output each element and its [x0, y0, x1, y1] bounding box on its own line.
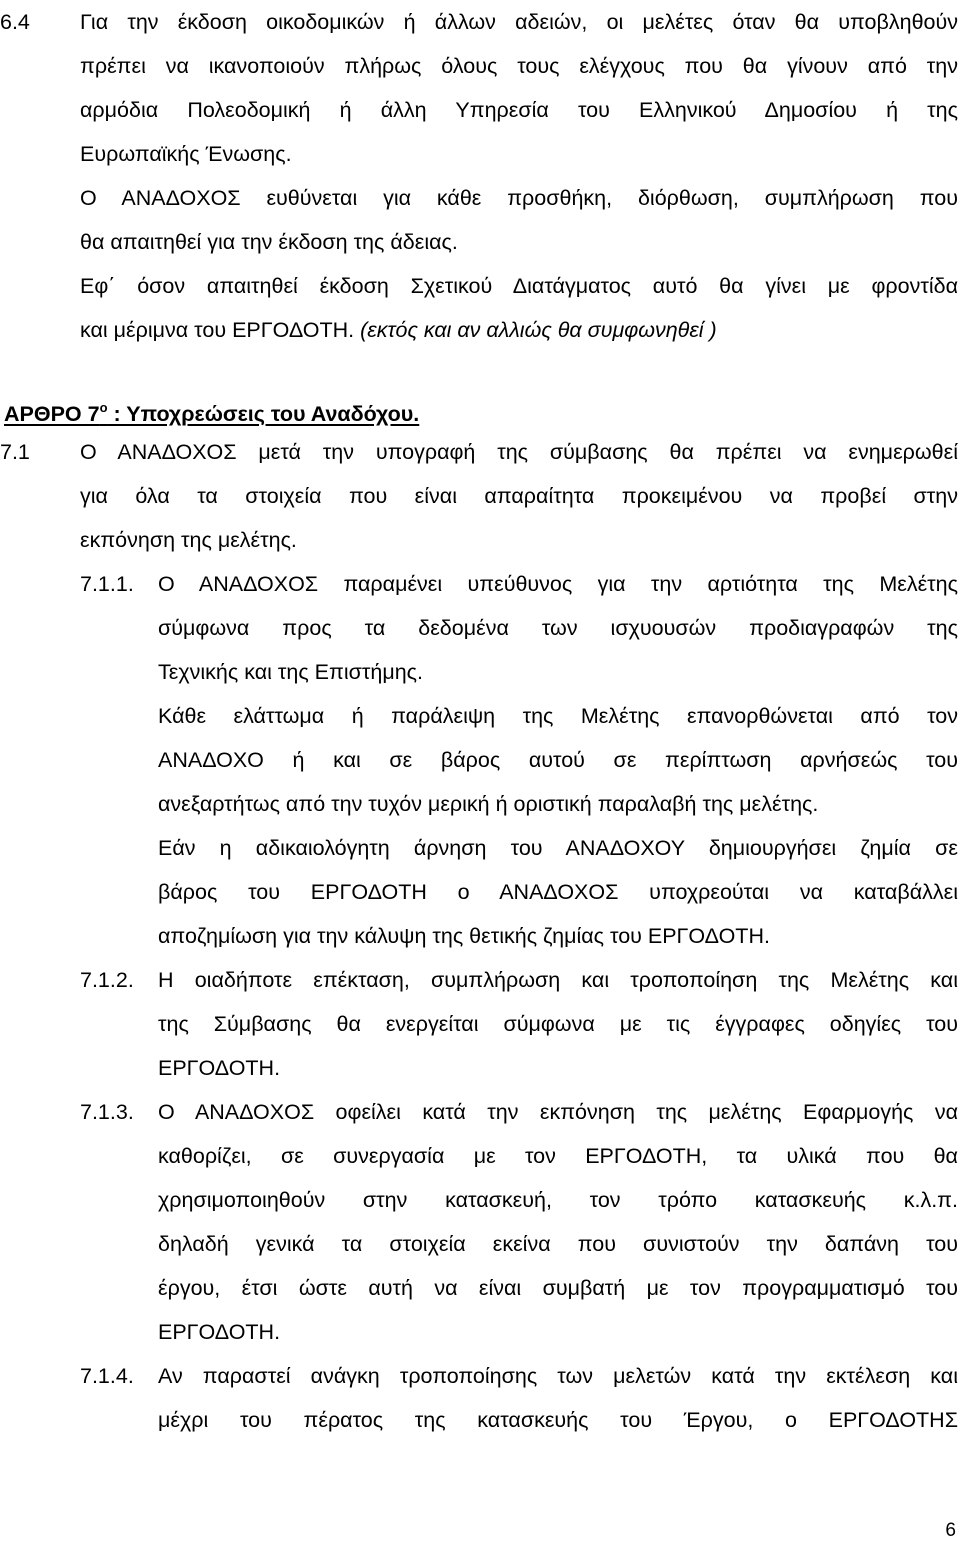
text-line: Εφ΄ όσον απαιτηθεί έκδοση Σχετικού Διατάγματος αυτό θα γίνει με φροντίδα: [80, 274, 958, 298]
section-7-1: [0, 430, 958, 562]
section-6-4: [0, 0, 958, 352]
text-line: μέχρι του πέρατος της κατασκευής του Έργου, ο ΕΡΓΟΔΟΤΗΣ: [158, 1408, 958, 1432]
text-line: εκπόνηση της μελέτης.: [80, 528, 297, 552]
text-line: Τεχνικής και της Επιστήμης.: [158, 660, 424, 684]
section-number: 7.1.4.: [80, 1364, 134, 1388]
section-number: 7.1.2.: [80, 968, 134, 992]
text-line: χρησιμοποιηθούν στην κατασκευή, τον τρόπο κατασκευής κ.λ.π.: [158, 1188, 958, 1212]
section-body: [80, 430, 958, 562]
text-line: ΕΡΓΟΔΟΤΗ.: [158, 1056, 281, 1080]
section-number: 7.1: [0, 440, 30, 464]
text-line: θα απαιτηθεί για την έκδοση της άδειας.: [80, 230, 458, 254]
heading-suffix: : Υποχρεώσεις του Αναδόχου.: [107, 402, 420, 426]
text-line: για όλα τα στοιχεία που είναι απαραίτητα προκειμένου να προβεί στην: [80, 484, 958, 508]
text-line: καθορίζει, σε συνεργασία με τον ΕΡΓΟΔΟΤΗ, τα υλικά που θα: [158, 1144, 958, 1168]
text-line: ανεξαρτήτως από την τυχόν μερική ή οριστική παραλαβή της μελέτης.: [158, 792, 819, 816]
text-line: Ο ΑΝΑΔΟΧΟΣ παραμένει υπεύθυνος για την αρτιότητα της Μελέτης: [158, 572, 958, 596]
text-line: της Σύμβασης θα ενεργείται σύμφωνα με τις έγγραφες οδηγίες του: [158, 1012, 958, 1036]
section-body: [158, 1090, 958, 1354]
article-heading: [4, 388, 419, 434]
text-line: Ο ΑΝΑΔΟΧΟΣ μετά την υπογραφή της σύμβασης θα πρέπει να ενημερωθεί: [80, 440, 958, 464]
section-7-1-1: [80, 562, 958, 958]
text-line: Η οιαδήποτε επέκταση, συμπλήρωση και τροποποίηση της Μελέτης και: [158, 968, 958, 992]
text-line: Ο ΑΝΑΔΟΧΟΣ ευθύνεται για κάθε προσθήκη, διόρθωση, συμπλήρωση που: [80, 186, 958, 210]
section-number: 6.4: [0, 10, 30, 34]
text-line: [80, 308, 958, 352]
section-7-1-4: [80, 1354, 958, 1442]
text-line: αποζημίωση για την κάλυψη της θετικής ζημίας του ΕΡΓΟΔΟΤΗ.: [158, 924, 770, 948]
text-line: Αν παραστεί ανάγκη τροποποίησης των μελετών κατά την εκτέλεση και: [158, 1364, 958, 1388]
heading-superscript: ο: [99, 400, 108, 415]
text-line: Ευρωπαϊκής Ένωσης.: [80, 142, 292, 166]
text-line: πρέπει να ικανοποιούν πλήρως όλους τους ελέγχους που θα γίνουν από την: [80, 54, 958, 78]
text-italic-note: (εκτός και αν αλλιώς θα συμφωνηθεί ): [360, 318, 717, 342]
heading-prefix: ΑΡΘΡΟ 7: [4, 402, 100, 426]
section-7-1-2: [80, 958, 958, 1090]
text-line: έργου, έτσι ώστε αυτή να είναι συμβατή με τον προγραμματισμό του: [158, 1276, 958, 1300]
section-body: [158, 1354, 958, 1442]
text-line: Εάν η αδικαιολόγητη άρνηση του ΑΝΑΔΟΧΟΥ δημιουργήσει ζημία σε: [158, 836, 958, 860]
text-line: ΕΡΓΟΔΟΤΗ.: [158, 1320, 281, 1344]
text-line: Ο ΑΝΑΔΟΧΟΣ οφείλει κατά την εκπόνηση της μελέτης Εφαρμογής να: [158, 1100, 958, 1124]
text-line: δηλαδή γενικά τα στοιχεία εκείνα που συνιστούν την δαπάνη του: [158, 1232, 958, 1256]
section-number: 7.1.3.: [80, 1100, 134, 1124]
text-line: σύμφωνα προς τα δεδομένα των ισχυουσών προδιαγραφών της: [158, 616, 958, 640]
page-number: 6: [945, 1520, 956, 1541]
text-plain: και μέριμνα του ΕΡΓΟΔΟΤΗ.: [80, 318, 355, 342]
section-body: [80, 0, 958, 352]
text-line: ΑΝΑΔΟΧΟ ή και σε βάρος αυτού σε περίπτωση αρνήσεώς του: [158, 748, 958, 772]
text-line: Για την έκδοση οικοδομικών ή άλλων αδειών, οι μελέτες όταν θα υποβληθούν: [80, 10, 958, 34]
section-body: [158, 958, 958, 1090]
section-number: 7.1.1.: [80, 572, 134, 596]
text-line: Κάθε ελάττωμα ή παράλειψη της Μελέτης επανορθώνεται από τον: [158, 704, 958, 728]
section-body: [158, 562, 958, 958]
text-line: βάρος του ΕΡΓΟΔΟΤΗ ο ΑΝΑΔΟΧΟΣ υποχρεούται να καταβάλλει: [158, 880, 958, 904]
section-7-1-3: [80, 1090, 958, 1354]
text-line: αρμόδια Πολεοδομική ή άλλη Υπηρεσία του Ελληνικού Δημοσίου ή της: [80, 98, 958, 122]
